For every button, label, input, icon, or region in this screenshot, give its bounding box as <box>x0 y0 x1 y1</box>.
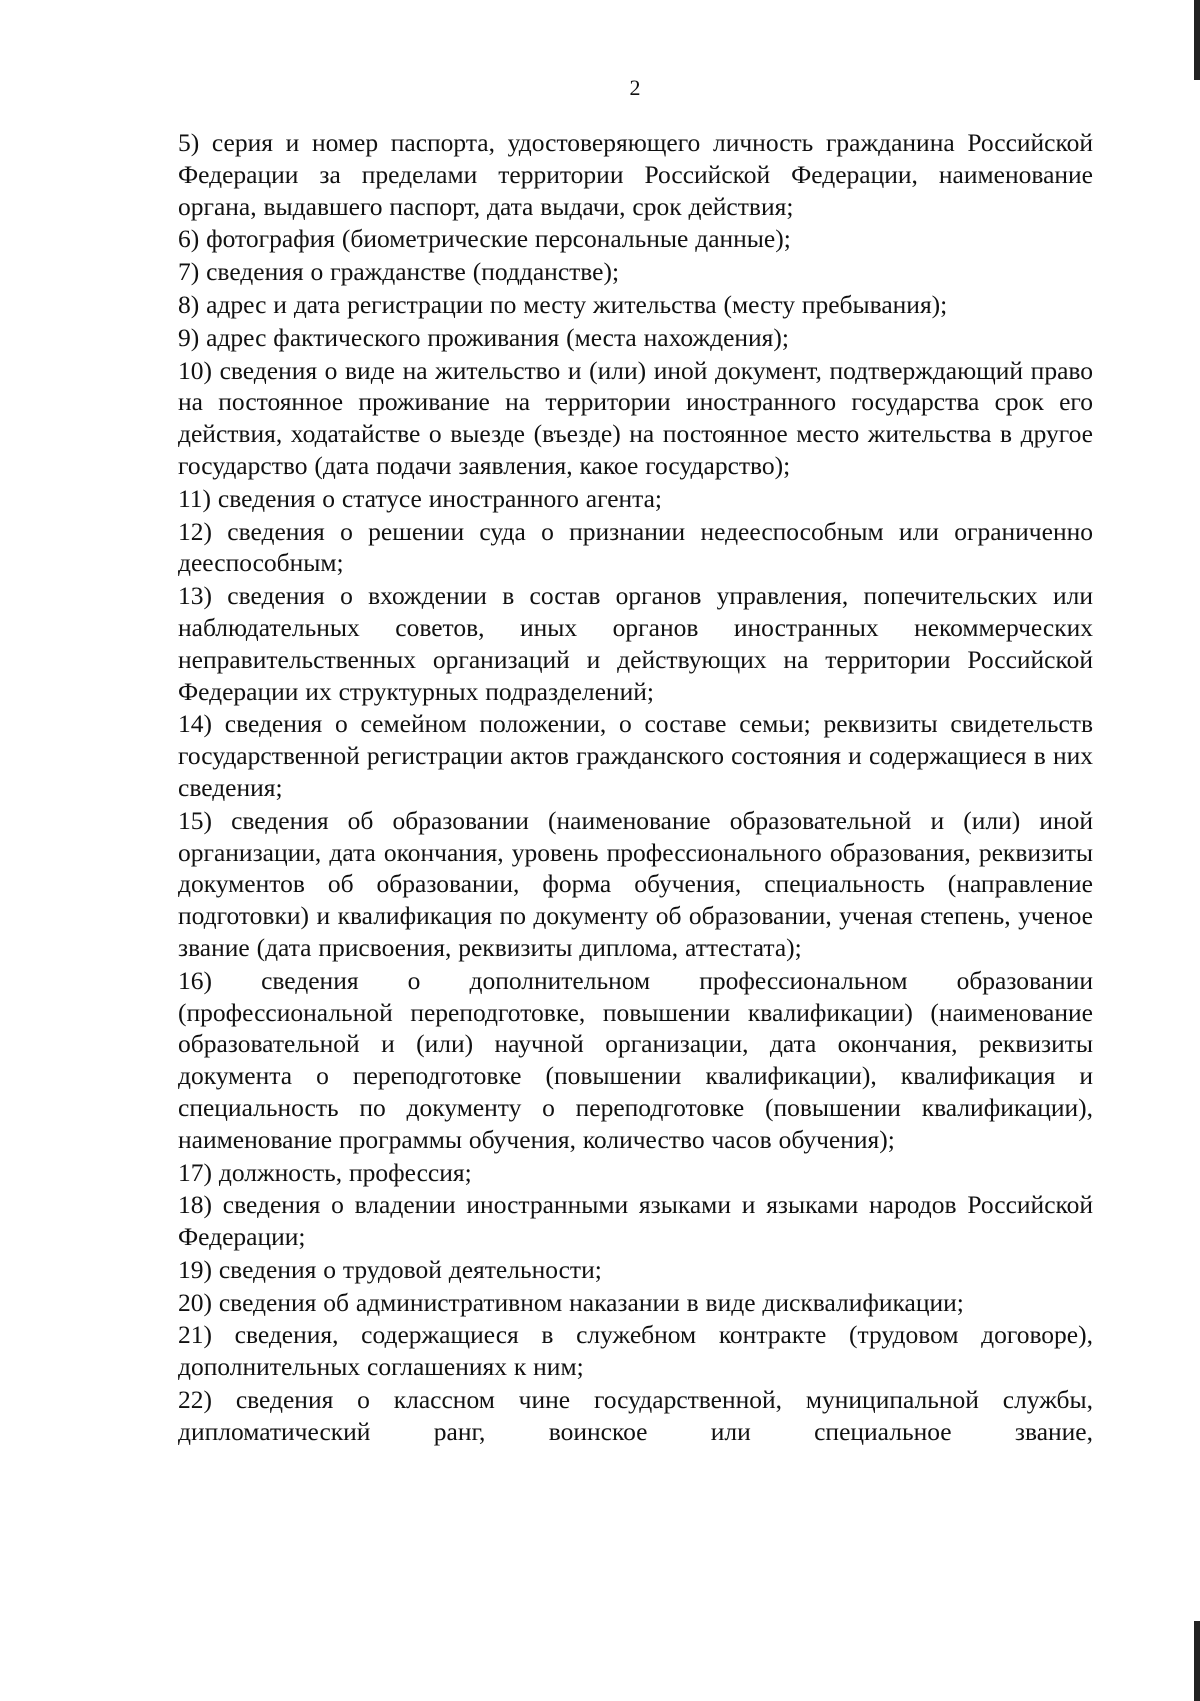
list-item: 14) сведения о семейном положении, о составе семьи; реквизиты свидетельств государственной регистрации актов гражданского состояния и содержащиеся в них сведения; <box>178 709 1093 802</box>
list-item: 18) сведения о владении иностранными языками и языками народов Российской Федерации; <box>178 1190 1093 1252</box>
document-body <box>178 127 1093 1449</box>
page-number: 2 <box>629 75 641 100</box>
list-item: 17) должность, профессия; <box>178 1157 472 1187</box>
list-item: 16) сведения о дополнительном профессиональном образовании (профессиональной переподготовке, повышении квалификации) (наименование образовательной и (или) научной организации, дата окончания, реквизиты документа о переподготовке (повышении квалификации), квалификация и специальность по документу о переподготовке (повышении квалификации), наименование программы обучения, количество часов обучения); <box>178 965 1093 1154</box>
list-item: 15) сведения об образовании (наименование образовательной и (или) иной организации, дата окончания, уровень профессионального образования, реквизиты документов об образовании, форма обучения, специальность (направление подготовки) и квалификация по документу об образовании, ученая степень, ученое звание (дата присвоения, реквизиты диплома, аттестата); <box>178 805 1093 962</box>
list-item: 5) серия и номер паспорта, удостоверяющего личность гражданина Российской Федерации за пределами территории Российской Федерации, наименование органа, выдавшего паспорт, дата выдачи, срок действия; <box>178 128 1093 221</box>
scan-edge-mark <box>1194 1621 1200 1701</box>
list-item: 11) сведения о статусе иностранного агента; <box>178 483 663 513</box>
list-item: 8) адрес и дата регистрации по месту жительства (месту пребывания); <box>178 289 948 319</box>
list-item: 12) сведения о решении суда о признании недееспособным или ограниченно дееспособным; <box>178 516 1093 578</box>
list-item: 6) фотография (биометрические персональные данные); <box>178 224 791 254</box>
list-item: 20) сведения об административном наказании в виде дисквалификации; <box>178 1287 964 1317</box>
list-item: 22) сведения о классном чине государственной, муниципальной службы, дипломатический ранг, воинское или специальное звание, <box>178 1385 1093 1446</box>
scan-edge-mark <box>1194 0 1200 80</box>
list-item: 10) сведения о виде на жительство и (или) иной документ, подтверждающий право на постоянное проживание на территории иностранного государства срок его действия, ходатайстве о выезде (въезде) на постоянное место жительства в другое государство (дата подачи заявления, какое государство); <box>178 355 1093 480</box>
list-item: 7) сведения о гражданстве (подданстве); <box>178 257 620 287</box>
list-item: 21) сведения, содержащиеся в служебном контракте (трудовом договоре), дополнительных соглашениях к ним; <box>178 1320 1093 1382</box>
list-item: 9) адрес фактического проживания (места нахождения); <box>178 322 789 352</box>
list-item: 19) сведения о трудовой деятельности; <box>178 1254 602 1284</box>
list-item: 13) сведения о вхождении в состав органов управления, попечительских или наблюдательных советов, иных органов иностранных некоммерческих неправительственных организаций и действующих на территории Российской Федерации их структурных подразделений; <box>178 581 1093 706</box>
